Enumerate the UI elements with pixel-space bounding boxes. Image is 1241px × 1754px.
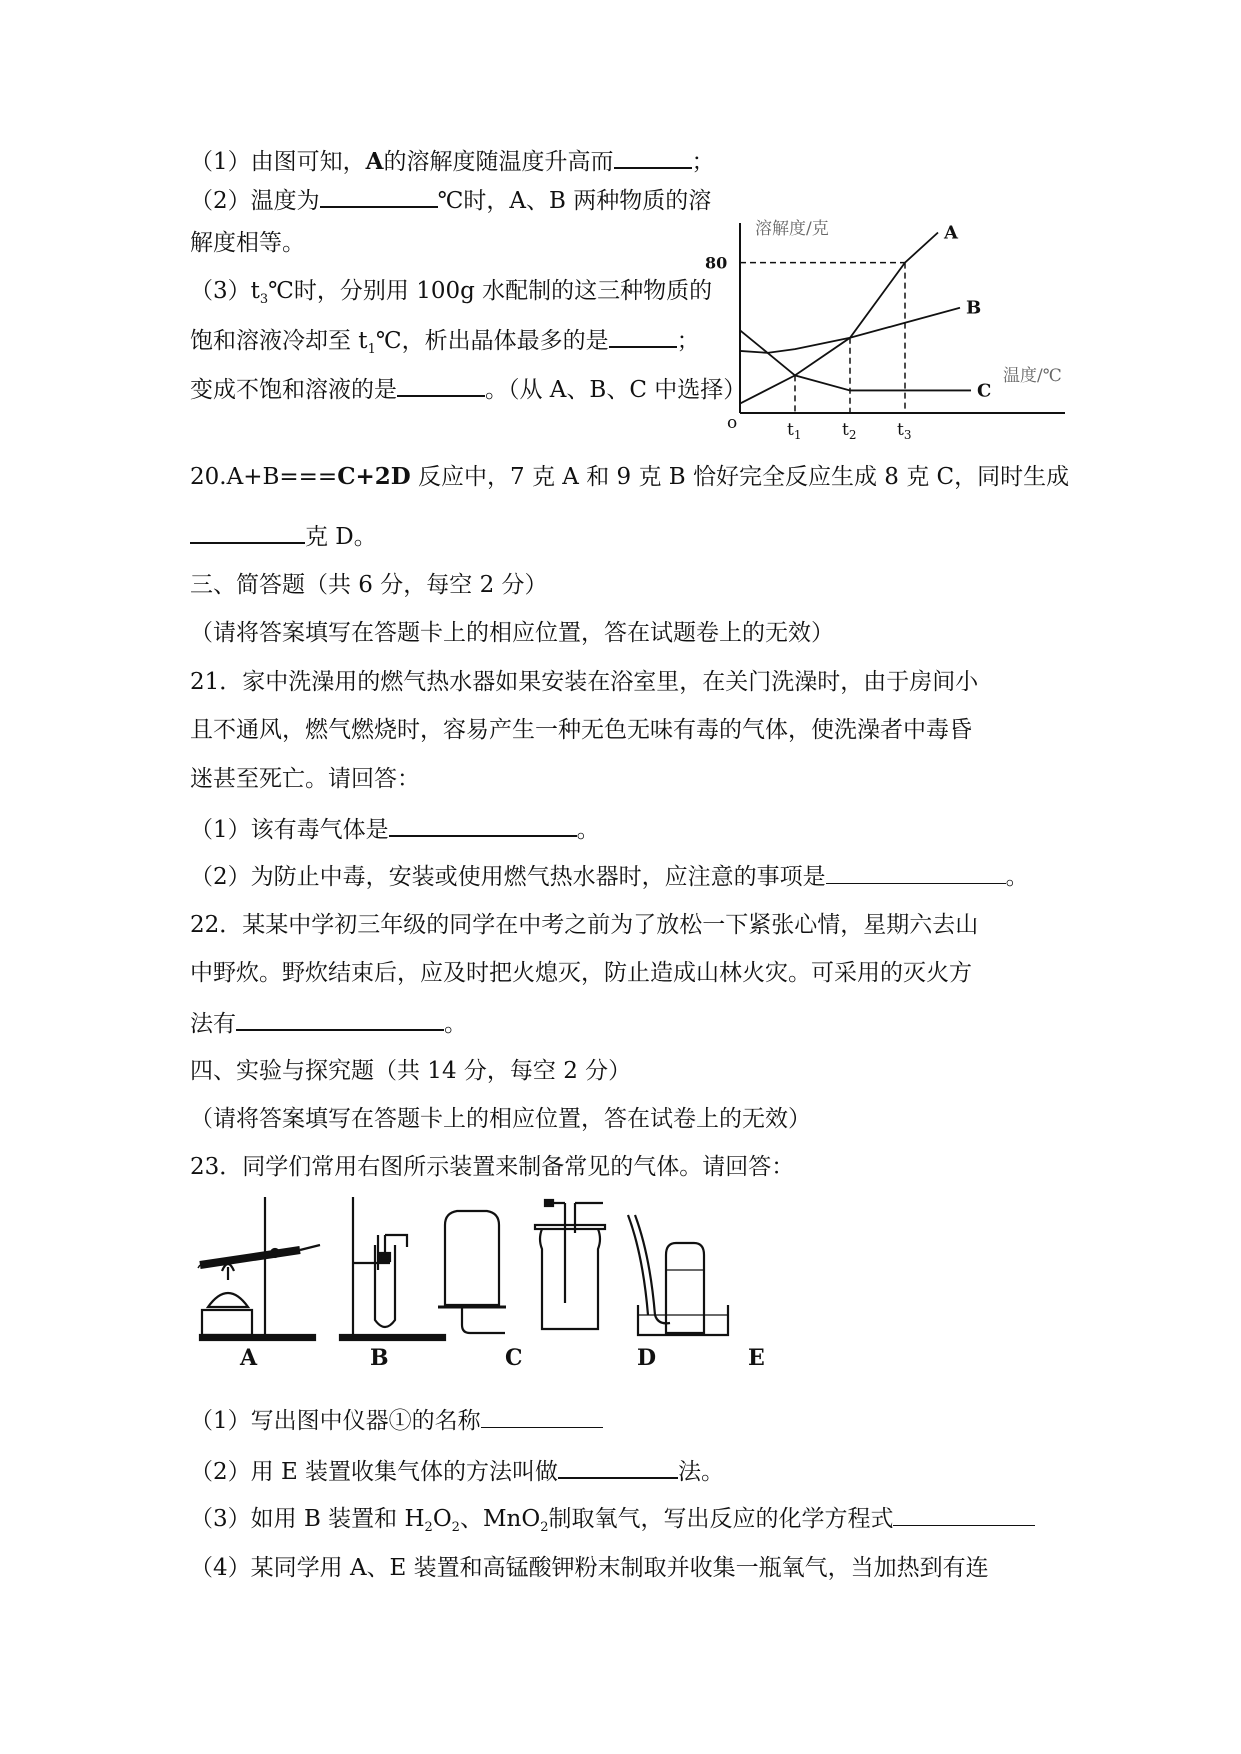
apparatus-label-a: A	[240, 1345, 258, 1371]
section-3-note: （请将答案填写在答题卡上的相应位置，答在试题卷上的无效）	[190, 620, 834, 646]
x-axis-label: 温度/℃	[1003, 366, 1062, 386]
series-b	[740, 308, 960, 353]
q19-part3-line2: 饱和溶液冷却至 $t_1℃$，析出晶体最多的是 ；	[190, 324, 700, 365]
q21-part2: （2）为防止中毒，安装或使用燃气热水器时，应注意的事项是 。	[190, 861, 1029, 892]
origin-label: o	[727, 413, 738, 433]
q22-line1: 22．某某中学初三年级的同学在中考之前为了放松一下紧张心情，星期六去山	[190, 912, 979, 938]
series-a	[740, 233, 938, 404]
apparatus-label-d: D	[637, 1345, 657, 1371]
answer-blank[interactable]	[389, 813, 577, 837]
apparatus-label-c: C	[505, 1345, 523, 1371]
y-axis-label: 溶解度/克	[755, 219, 829, 239]
apparatus-label-b: B	[370, 1345, 389, 1371]
answer-blank[interactable]	[826, 861, 1006, 884]
q21-part1: （1）该有毒气体是 。	[190, 813, 600, 845]
x-tick-t3: $t_3$	[897, 420, 912, 442]
apparatus-label-e: E	[748, 1345, 765, 1371]
q19-part2-cont: 解度相等。	[190, 230, 305, 256]
q23-stem: 23．同学们常用右图所示装置来制备常见的气体。请回答：	[190, 1154, 795, 1180]
answer-blank[interactable]	[236, 1007, 444, 1031]
answer-blank[interactable]	[397, 373, 485, 397]
chart-series	[740, 233, 971, 404]
q22-line2: 中野炊。野炊结束后，应及时把火熄灭，防止造成山林火灾。可采用的灭火方	[190, 960, 972, 986]
answer-blank[interactable]	[558, 1455, 678, 1479]
apparatus-b	[340, 1197, 445, 1340]
q23-part3: （3）如用 B 装置和 $H_2O_2$、MnO$_2$制取氧气，写出反应的化学方程式	[190, 1503, 1035, 1543]
series-label-a: A	[944, 222, 958, 244]
q19-part3-line3: 变成不饱和溶液的是 。（从 A、B、C 中选择）	[190, 373, 746, 405]
q23-part2: （2）用 E 装置收集气体的方法叫做 法。	[190, 1455, 724, 1487]
q23-part1: （1）写出图中仪器①的名称	[190, 1405, 603, 1436]
section-3-title: 三、简答题（共 6 分，每空 2 分）	[190, 572, 548, 598]
q21-line3: 迷甚至死亡。请回答：	[190, 766, 420, 792]
x-tick-t1: $t_1$	[787, 420, 802, 442]
q22-line3: 法有 。	[190, 1007, 467, 1039]
apparatus-d	[535, 1200, 605, 1329]
answer-blank[interactable]	[190, 520, 305, 544]
apparatus-c	[438, 1211, 506, 1333]
y-tick-80: 80	[705, 253, 728, 273]
q21-line1: 21．家中洗澡用的燃气热水器如果安装在浴室里，在关门洗澡时，由于房间小	[190, 669, 979, 695]
answer-blank[interactable]	[893, 1503, 1035, 1526]
q20-line1: 20.A+B===C+2D 反应中，7 克 A 和 9 克 B 恰好完全反应生成 8 克 C，同时生成	[190, 463, 1070, 490]
apparatus-a	[198, 1197, 320, 1340]
answer-blank[interactable]	[609, 324, 677, 348]
answer-blank[interactable]	[614, 145, 692, 169]
series-c	[740, 330, 971, 390]
answer-blank[interactable]	[320, 184, 438, 208]
q20-line2: 克 D。	[190, 520, 377, 552]
section-4-title: 四、实验与探究题（共 14 分，每空 2 分）	[190, 1058, 632, 1084]
q21-line2: 且不通风，燃气燃烧时，容易产生一种无色无味有毒的气体，使洗澡者中毒昏	[190, 717, 972, 743]
apparatus-e	[628, 1215, 728, 1335]
x-tick-t2: $t_2$	[842, 420, 857, 442]
q19-part1: （1）由图可知，A的溶解度随温度升高而 ；	[190, 145, 715, 177]
q19-part2: （2）温度为 ℃时，A、B 两种物质的溶	[190, 184, 711, 216]
answer-blank[interactable]	[481, 1405, 603, 1428]
q23-part4: （4）某同学用 A、E 装置和高锰酸钾粉末制取并收集一瓶氧气，当加热到有连	[190, 1555, 989, 1581]
chart-labels	[705, 219, 1062, 442]
series-label-b: B	[966, 297, 982, 319]
solubility-chart	[705, 218, 1070, 442]
q19-part3: $(3)t_3℃$时，分别用 100g 水配制的这三种物质的	[190, 278, 713, 307]
series-label-c: C	[977, 380, 992, 402]
section-4-note: （请将答案填写在答题卡上的相应位置，答在试卷上的无效）	[190, 1106, 811, 1132]
